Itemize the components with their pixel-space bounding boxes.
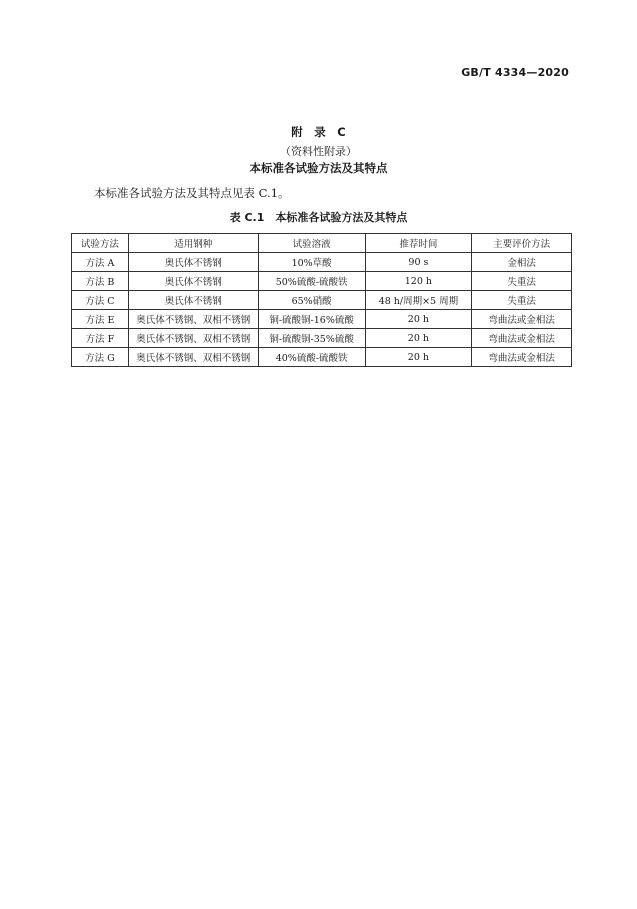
table-cell: 方法 E <box>72 310 129 329</box>
column-header: 主要评价方法 <box>472 234 572 253</box>
table-cell: 50%硫酸-硫酸铁 <box>258 272 365 291</box>
table-row <box>72 310 572 329</box>
table-cell: 奥氏体不锈钢、双相不锈钢 <box>128 310 258 329</box>
column-header: 试验溶液 <box>258 234 365 253</box>
table-row <box>72 291 572 310</box>
table-cell: 方法 G <box>72 348 129 367</box>
annex-subject: 本标准各试验方法及其特点 <box>249 161 388 175</box>
table-cell: 弯曲法或金相法 <box>472 310 572 329</box>
table-cell: 金相法 <box>472 253 572 272</box>
table-caption: 表 C.1 本标准各试验方法及其特点 <box>229 211 408 224</box>
standard-number: GB/T 4334—2020 <box>461 66 569 79</box>
table-cell: 奥氏体不锈钢、双相不锈钢 <box>128 348 258 367</box>
table-header-row <box>72 234 572 253</box>
table-cell: 铜-硫酸铜-16%硫酸 <box>258 310 365 329</box>
table-row <box>72 329 572 348</box>
table-row <box>72 348 572 367</box>
table-row <box>72 253 572 272</box>
table-cell: 方法 F <box>72 329 129 348</box>
table-cell: 方法 C <box>72 291 129 310</box>
annex-title: 附 录 C <box>291 125 346 139</box>
table-cell: 弯曲法或金相法 <box>472 329 572 348</box>
table-cell: 48 h/周期×5 周期 <box>365 291 472 310</box>
table-cell: 奥氏体不锈钢 <box>128 291 258 310</box>
table-cell: 弯曲法或金相法 <box>472 348 572 367</box>
table-cell: 铜-硫酸铜-35%硫酸 <box>258 329 365 348</box>
table-cell: 20 h <box>365 310 472 329</box>
table-cell: 奥氏体不锈钢、双相不锈钢 <box>128 329 258 348</box>
intro-paragraph: 本标准各试验方法及其特点见表 C.1。 <box>94 186 290 200</box>
table-cell: 65%硝酸 <box>258 291 365 310</box>
table-cell: 奥氏体不锈钢 <box>128 272 258 291</box>
table-cell: 10%草酸 <box>258 253 365 272</box>
table-cell: 方法 A <box>72 253 129 272</box>
table-cell: 失重法 <box>472 291 572 310</box>
table-cell: 40%硫酸-硫酸铁 <box>258 348 365 367</box>
table-row <box>72 272 572 291</box>
column-header: 试验方法 <box>72 234 129 253</box>
annex-nature: （资料性附录） <box>280 145 357 158</box>
table-cell: 20 h <box>365 329 472 348</box>
table-cell: 90 s <box>365 253 472 272</box>
table-cell: 方法 B <box>72 272 129 291</box>
table-cell: 奥氏体不锈钢 <box>128 253 258 272</box>
table-cell: 失重法 <box>472 272 572 291</box>
table-cell: 120 h <box>365 272 472 291</box>
table-cell: 20 h <box>365 348 472 367</box>
methods-table <box>71 233 572 367</box>
column-header: 适用钢种 <box>128 234 258 253</box>
column-header: 推荐时间 <box>365 234 472 253</box>
